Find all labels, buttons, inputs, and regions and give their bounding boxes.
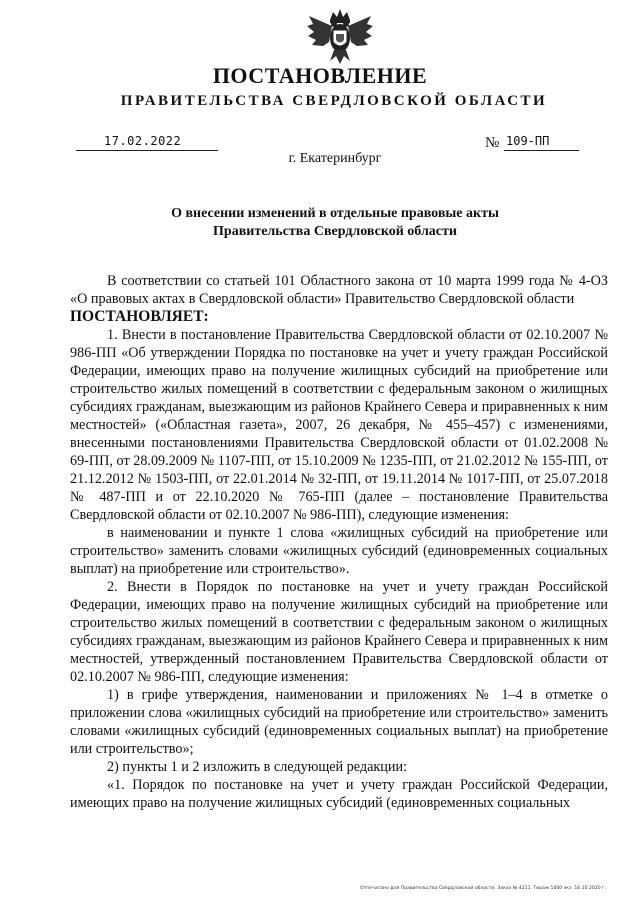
paragraph-2-2: 2) пункты 1 и 2 изложить в следующей редакции: — [107, 759, 408, 775]
document-number: 109-ПП — [506, 134, 550, 148]
document-city: г. Екатеринбург — [288, 151, 382, 166]
paragraph-2-1: 1) в грифе утверждения, наименовании и приложениях № 1–4 в отметке о приложении слова «жилищных субсидий на приобретение или строительство» заменить словами «жилищных субсидий (единовременных социальных выплат) на приобретение или строительство»; — [70, 687, 608, 757]
paragraph-2-3: «1. Порядок по постановке на учет и учету граждан Российской Федерации, имеющих право на получение жилищных субсидий (единовременных социальных — [70, 777, 608, 811]
print-imprint: Отпечатано для Правительства Свердловской области. Заказ № 4211. Тираж 1000 экз. 16.10.2020 г. — [360, 886, 606, 891]
document-subject — [0, 205, 640, 241]
intro-paragraph: В соответствии со статьей 101 Областного закона от 10 марта 1999 года № 4-ОЗ «О правовых актах в Свердловской области» Правительство Свердловской области — [70, 273, 608, 307]
coat-of-arms-icon — [303, 6, 377, 66]
paragraph-1: 1. Внести в постановление Правительства Свердловской области от 02.10.2007 № 986-ПП «Об утверждении Порядка по постановке на учет и учету граждан Российской Федерации, имеющих право на получение жилищных субсидий на приобретение или строительство жилых помещений в соответствии с федеральным законом о жилищных субсидиях гражданам, выезжающим из районов Крайнего Севера и приравненных к ним местностей» («Областная газета», 2007, 26 декабря, № 455–457) с изменениями, внесенными постановлениями Правительства Свердловской области от 01.02.2008 № 69-ПП, от 28.09.2009 № 1107-ПП, от 15.10.2009 № 1235-ПП, от 21.02.2012 № 155-ПП, от 21.12.2012 № 1503-ПП, от 22.01.2014 № 32-ПП, от 19.11.2014 № 1017-ПП, от 25.07.2018 № 487-ПП и от 22.10.2020 № 765-ПП (далее – постановление Правительства Свердловской области от 02.10.2007 № 986-ПП), следующие изменения: — [70, 327, 608, 523]
document-title: ПОСТАНОВЛЕНИЕ — [212, 63, 428, 88]
document-date: 17.02.2022 — [104, 134, 182, 148]
subject-line-1: О внесении изменений в отдельные правовые акты — [171, 206, 499, 221]
document-body — [70, 272, 608, 812]
paragraph-2: 2. Внести в Порядок по постановке на учет и учету граждан Российской Федерации, имеющих право на получение жилищных субсидий на приобретение или строительство жилых помещений в соответствии с федеральным законом о жилищных субсидиях гражданам, выезжающим из районов Крайнего Севера и приравненных к ним местностей, утвержденный постановлением Правительства Свердловской области от 02.10.2007 № 986-ПП, следующие изменения: — [70, 579, 608, 685]
resolve-heading: ПОСТАНОВЛЯЕТ: — [70, 308, 209, 325]
document-subtitle: ПРАВИТЕЛЬСТВА СВЕРДЛОВСКОЙ ОБЛАСТИ — [120, 93, 548, 109]
paragraph-1a: в наименовании и пункте 1 слова «жилищных субсидий на приобретение или строительство» заменить словами «жилищных субсидий (единовременных социальных выплат) на приобретение или строительство». — [70, 525, 608, 577]
subject-line-2: Правительства Свердловской области — [213, 224, 457, 239]
number-label: № — [485, 135, 500, 151]
